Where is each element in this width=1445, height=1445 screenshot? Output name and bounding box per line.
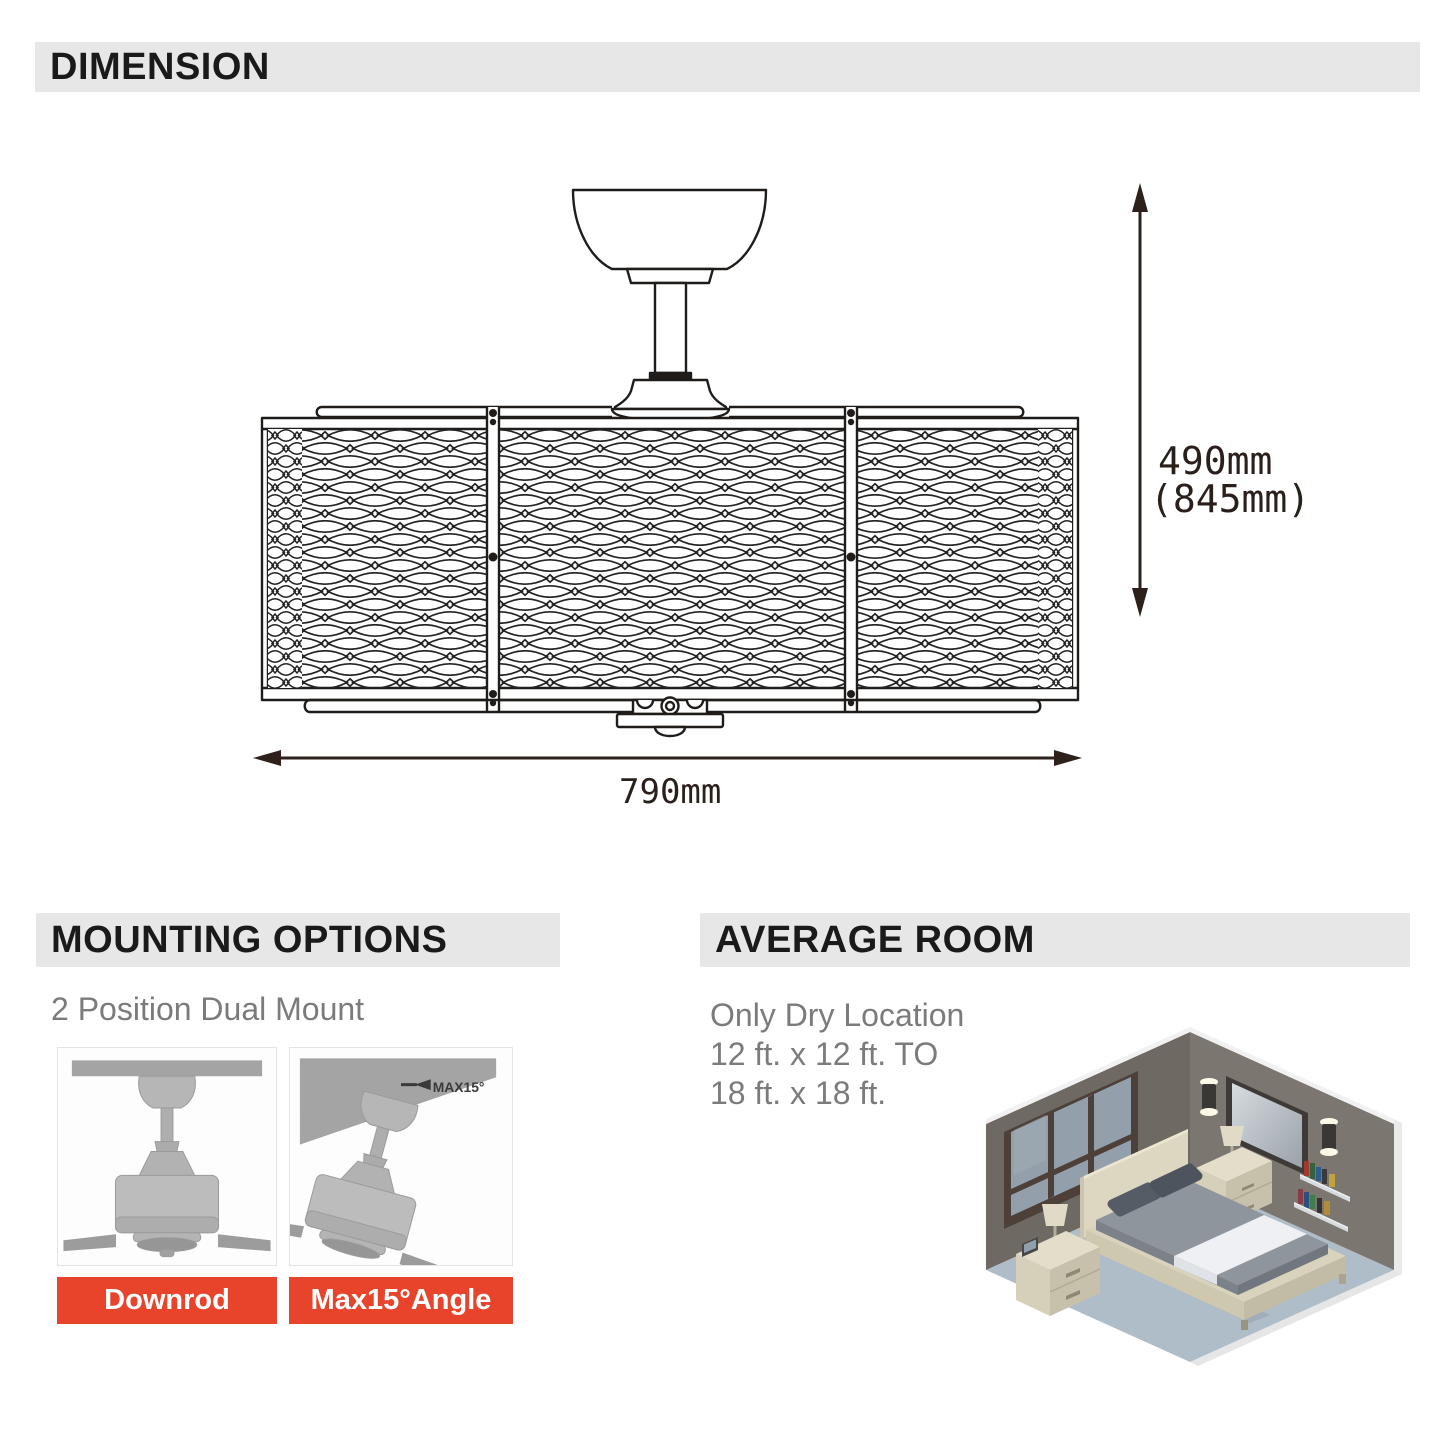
width-label: 790mm <box>619 772 722 812</box>
drum-shade <box>262 407 1078 713</box>
height-label-primary: 490mm <box>1158 439 1273 483</box>
wall-sconce-left <box>1200 1078 1218 1116</box>
downrod <box>655 283 686 373</box>
downrod-label-text: Downrod <box>104 1284 230 1316</box>
mounting-subtitle: 2 Position Dual Mount <box>51 991 365 1027</box>
ceiling-canopy <box>573 190 766 283</box>
angle-mount-illustration <box>290 1048 512 1265</box>
motor-housing <box>612 380 729 420</box>
max-angle-label: MAX15° <box>432 1079 485 1096</box>
downrod-mount-image <box>57 1047 277 1266</box>
mounting-title: MOUNTING OPTIONS <box>51 918 448 961</box>
right-wall-outer-edge <box>1394 1119 1402 1274</box>
ceiling-slab <box>72 1060 262 1076</box>
height-dimension-arrow <box>1132 183 1148 617</box>
downrod-label-badge <box>57 1277 277 1324</box>
room-title: AVERAGE ROOM <box>715 918 1035 961</box>
height-label-secondary: (845mm) <box>1150 477 1311 521</box>
downrod-mount-illustration <box>58 1048 276 1265</box>
room-spec-line-2: 12 ft. x 12 ft. TO <box>710 1036 939 1072</box>
angle-label-text: Max15°Angle <box>310 1284 492 1316</box>
room-section-header <box>700 913 1410 967</box>
wall-sconce-right <box>1320 1118 1338 1156</box>
fan-straight <box>64 1076 270 1256</box>
room-spec-text <box>710 996 964 1113</box>
width-dimension-arrow <box>253 750 1082 766</box>
mounting-section-header <box>36 913 560 967</box>
angle-label-badge <box>289 1277 513 1324</box>
bedroom-illustration <box>958 1018 1403 1366</box>
light-kit <box>617 698 723 737</box>
panel-divider-right <box>845 407 857 713</box>
drum-mesh <box>268 429 1072 688</box>
dimension-title: DIMENSION <box>50 45 270 88</box>
panel-divider-left <box>487 407 499 713</box>
room-spec-line-3: 18 ft. x 18 ft. <box>710 1075 887 1111</box>
room-spec-line-1: Only Dry Location <box>710 997 965 1033</box>
angle-mount-image <box>289 1047 513 1266</box>
